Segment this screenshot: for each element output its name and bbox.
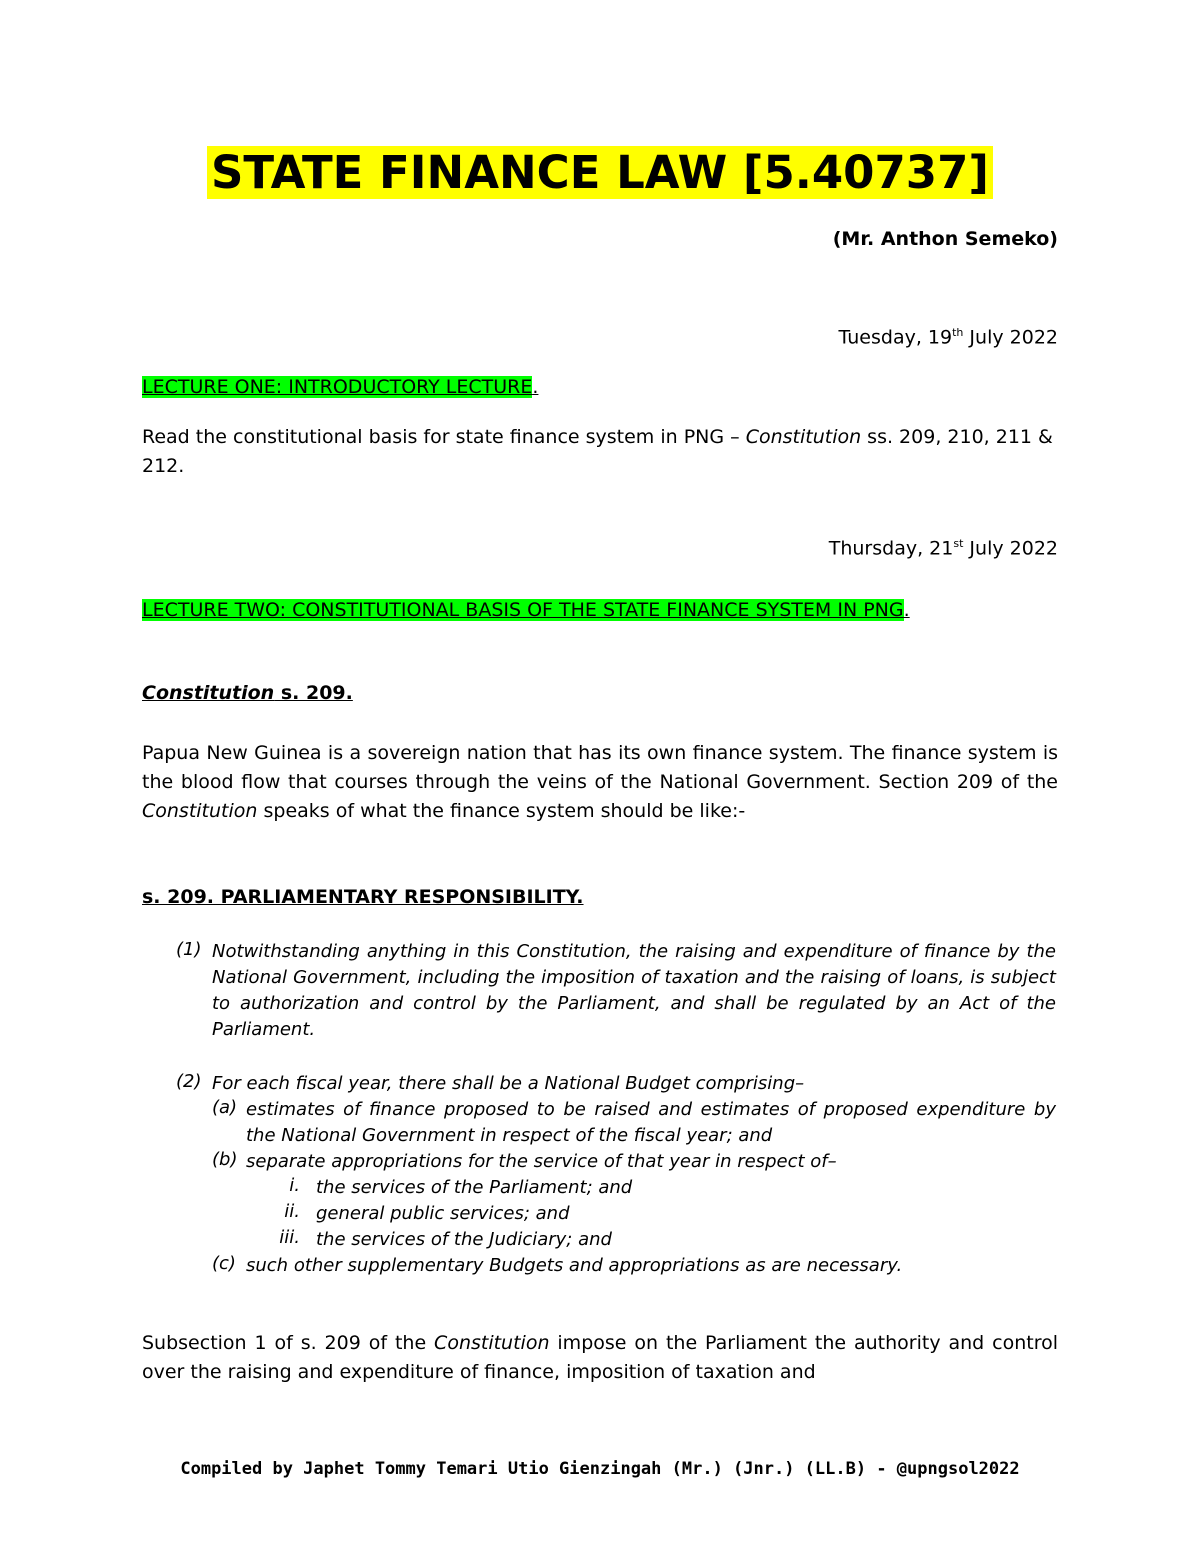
page-footer: Compiled by Japhet Tommy Temari Utio Gienzingah (Mr.) (Jnr.) (LL.B) - @upngsol2022 — [180, 1459, 1020, 1479]
text-run: speaks of what the finance system should be like:- — [257, 800, 746, 822]
intro-paragraph — [142, 739, 1058, 826]
date-ordinal: st — [953, 537, 964, 550]
subsection-1 — [142, 939, 1058, 1043]
paragraph-item-b — [142, 1149, 1058, 1175]
date-text: Thursday, 21 — [828, 537, 954, 560]
subsection-number: (2) — [176, 1071, 202, 1092]
roman-item-2 — [142, 1201, 1058, 1227]
text-run-italic: Constitution — [142, 800, 258, 822]
lecturer-name: (Mr. Anthon Semeko) — [832, 228, 1058, 250]
roman-text: the services of the Parliament; and — [316, 1177, 633, 1198]
lecture-two-label: LECTURE TWO: CONSTITUTIONAL BASIS OF THE STATE FINANCE SYSTEM IN PNG — [142, 599, 904, 621]
item-label: (b) — [212, 1149, 238, 1170]
closing-paragraph — [142, 1329, 1058, 1387]
section-209-heading: s. 209. PARLIAMENTARY RESPONSIBILITY. — [142, 886, 584, 908]
lecture-two-heading — [142, 596, 1058, 625]
date-text: July 2022 — [963, 326, 1058, 349]
item-label: (a) — [212, 1097, 238, 1118]
section-reference — [142, 682, 353, 704]
paragraph-item-a — [142, 1097, 1058, 1149]
roman-label: i. — [289, 1175, 300, 1196]
roman-label: ii. — [284, 1201, 300, 1222]
date-ordinal: th — [952, 326, 964, 339]
text-run: Subsection 1 of s. 209 of the — [142, 1332, 435, 1354]
date-text: Tuesday, 19 — [838, 326, 953, 349]
text-run: Read the constitutional basis for state finance system in PNG – — [142, 426, 746, 448]
subsection-2 — [142, 1071, 1058, 1097]
section-ref-text: s. 209. — [274, 682, 353, 704]
lecture-one-label: LECTURE ONE: INTRODUCTORY LECTURE — [142, 376, 533, 398]
heading-period: . — [903, 599, 910, 621]
subsection-text: For each fiscal year, there shall be a National Budget comprising– — [212, 1073, 805, 1094]
section-ref-italic: Constitution — [142, 682, 275, 704]
lecture-one-text — [142, 423, 1058, 481]
roman-text: general public services; and — [316, 1203, 570, 1224]
text-run: Papua New Guinea is a sovereign nation that has its own finance system. The finance system is the blood flow that courses through the veins of the National Government. Section 209 of the — [142, 742, 1058, 793]
text-run-italic: Constitution — [745, 426, 862, 448]
text-run: ss. 209, 210, 211 & 212. — [142, 426, 1053, 477]
paragraph-item-c — [142, 1253, 1058, 1279]
lecture-one-heading — [142, 373, 1058, 402]
lecture-date-1 — [839, 326, 1058, 348]
roman-item-1 — [142, 1175, 1058, 1201]
subsection-text: Notwithstanding anything in this Constitution, the raising and expenditure of finance by the National Government, including the imposition of taxation and the raising of loans, is subject to authorization and control by the Parliament, and shall be regulated by an Act of the Parliament. — [212, 941, 1056, 1040]
title-text: STATE FINANCE LAW [5.40737] — [207, 146, 993, 199]
document-title — [0, 138, 1200, 208]
subsection-number: (1) — [176, 939, 202, 960]
item-text: such other supplementary Budgets and appropriations as are necessary. — [246, 1255, 903, 1276]
item-text: estimates of finance proposed to be raised and estimates of proposed expenditure by the National Government in respect of the fiscal year; and — [246, 1099, 1056, 1146]
roman-label: iii. — [279, 1227, 300, 1248]
date-text: July 2022 — [963, 537, 1058, 560]
text-run: impose on the Parliament the authority and control over the raising and expenditure of finance, imposition of taxation and — [142, 1332, 1058, 1383]
roman-item-3 — [142, 1227, 1058, 1253]
item-label: (c) — [212, 1253, 236, 1274]
roman-text: the services of the Judiciary; and — [316, 1229, 612, 1250]
text-run-italic: Constitution — [434, 1332, 550, 1354]
item-text: separate appropriations for the service of that year in respect of– — [246, 1151, 837, 1172]
heading-period: . — [532, 376, 539, 398]
lecture-date-2 — [829, 537, 1058, 559]
